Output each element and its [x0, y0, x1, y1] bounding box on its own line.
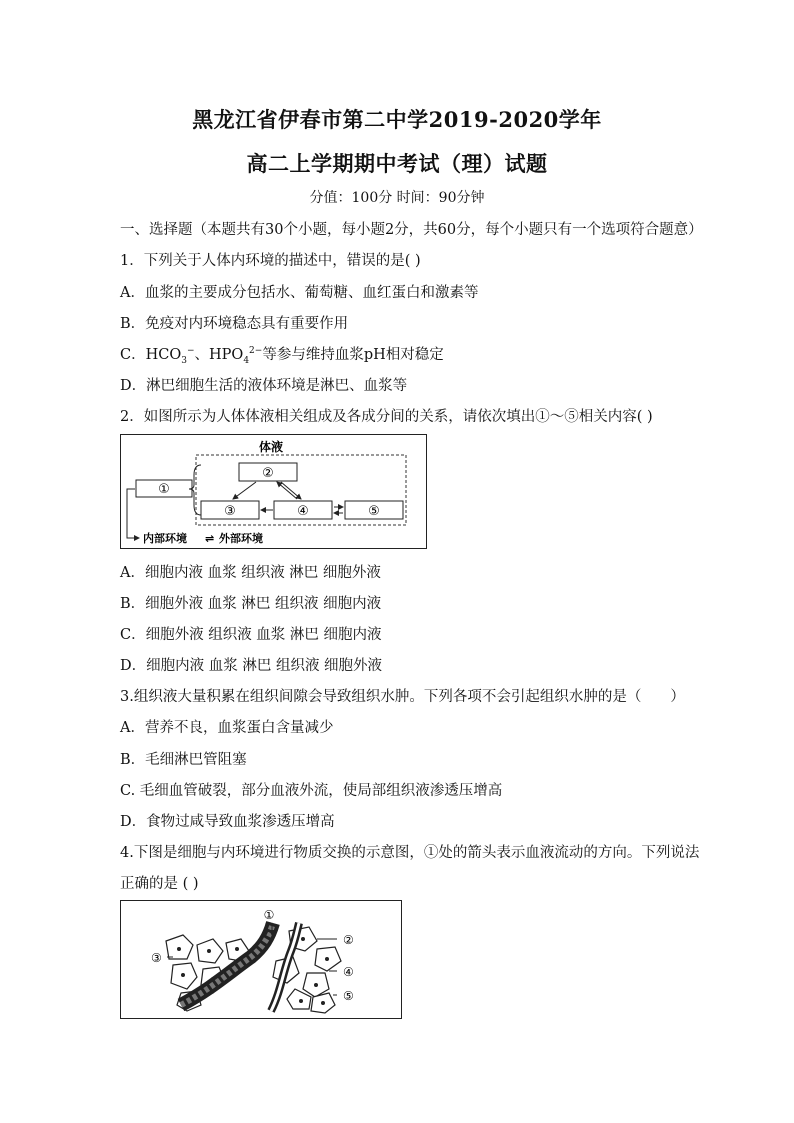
exam-meta: 分值：100分 时间：90分钟	[309, 190, 485, 206]
q3-option-b: B．毛细淋巴管阻塞	[120, 752, 247, 768]
q1-c-sup1: −	[186, 346, 195, 357]
label-3: ③	[151, 951, 162, 965]
box-4-label: ④	[297, 504, 309, 519]
q3-option-a: A．营养不良，血浆蛋白含量减少	[120, 720, 334, 736]
q3-option-c: C. 毛细血管破裂，部分血液外流，使局部组织液渗透压增高	[120, 783, 503, 799]
q1-option-d: D．淋巴细胞生活的液体环境是淋巴、血浆等	[120, 378, 408, 394]
q1-c-sup2: 2−	[249, 346, 263, 357]
section-heading: 一、选择题（本题共有30个小题，每小题2分，共60分，每个小题只有一个选项符合题意）	[120, 222, 703, 238]
q1-stem: 1．下列关于人体内环境的描述中，错误的是( )	[120, 253, 421, 269]
q2-option-c: C．细胞外液 组织液 血浆 淋巴 细胞内液	[120, 627, 382, 643]
label-external-env: 外部环境	[219, 532, 263, 545]
q1-c-sub2: 4	[243, 355, 250, 366]
label-1: ①	[263, 908, 275, 922]
q2-option-b: B．细胞外液 血浆 淋巴 组织液 细胞内液	[120, 596, 382, 612]
q3-stem: 3.组织液大量积累在组织间隙会导致组织水肿。下列各项不会引起组织水肿的是（ ）	[120, 689, 685, 705]
q2-figure	[120, 434, 427, 549]
svg-text:⇌: ⇌	[205, 532, 215, 545]
box-2-label: ②	[262, 466, 274, 481]
exam-title-line1: 黑龙江省伊春市第二中学2019-2020学年	[192, 107, 602, 132]
q1-c-sub1: 3	[181, 355, 187, 366]
q1-c-mid: 、HPO	[194, 347, 244, 363]
q1-option-b: B．免疫对内环境稳态具有重要作用	[120, 316, 349, 332]
label-2: ②	[343, 933, 354, 947]
box-5-label: ⑤	[368, 504, 380, 519]
body-fluid-diagram	[121, 435, 426, 548]
q1-c-pre: C．HCO	[120, 347, 182, 363]
q2-option-d: D．细胞内液 血浆 淋巴 组织液 细胞外液	[120, 658, 383, 674]
exam-title-line2: 高二上学期期中考试（理）试题	[246, 151, 548, 176]
q1-c-post: 等参与维持血浆pH相对稳定	[262, 347, 444, 363]
q3-option-d: D．食物过咸导致血浆渗透压增高	[120, 814, 335, 830]
box-3-label: ③	[224, 504, 236, 519]
box-1-label: ①	[158, 482, 170, 497]
label-4: ④	[343, 965, 354, 979]
q2-stem: 2．如图所示为人体体液相关组成及各成分间的关系，请依次填出①～⑤相关内容( )	[120, 409, 653, 425]
q1-option-a: A．血浆的主要成分包括水、葡萄糖、血红蛋白和激素等	[120, 285, 479, 301]
label-body-fluid: 体液	[258, 440, 284, 454]
cell-exchange-diagram	[121, 901, 401, 1018]
q1-option-c	[120, 343, 444, 366]
capillary	[181, 923, 273, 1005]
q4-stem-line2: 正确的是 ( )	[120, 876, 199, 892]
q4-figure	[120, 900, 402, 1019]
label-internal-env: 内部环境	[143, 532, 187, 545]
q2-option-a: A．细胞内液 血浆 组织液 淋巴 细胞外液	[120, 565, 381, 581]
q4-stem-line1: 4.下图是细胞与内环境进行物质交换的示意图，①处的箭头表示血液流动的方向。下列说法	[120, 845, 700, 861]
label-5: ⑤	[343, 989, 354, 1003]
